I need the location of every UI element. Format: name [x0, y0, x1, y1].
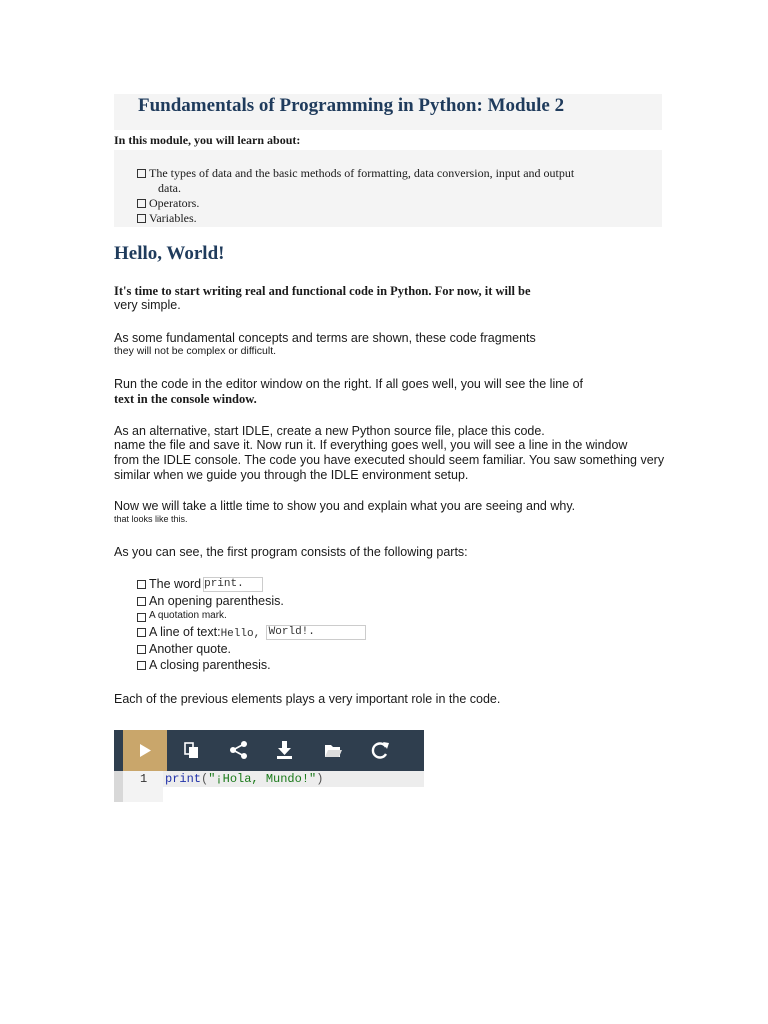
paragraph-2-line-1: As some fundamental concepts and terms are shown, these code fragments [114, 331, 536, 345]
list-item: The word print. [137, 577, 366, 594]
paragraph-4-line-1: As an alternative, start IDLE, create a new Python source file, place this code. [114, 424, 545, 438]
list-item-continuation: data. [158, 181, 181, 195]
paragraph-3-line-2: text in the console window. [114, 392, 257, 406]
paragraph-4-line-2: name the file and save it. Now run it. If everything goes well, you will see a line in the window [114, 438, 628, 452]
code-paren-open: ( [201, 772, 209, 786]
code-line[interactable] [165, 772, 323, 786]
list-item: Another quote. [137, 642, 366, 658]
checkbox-icon [137, 628, 146, 637]
checkbox-icon [137, 597, 146, 606]
section-heading: Hello, World! [114, 243, 225, 264]
copy-button[interactable] [171, 730, 211, 771]
paragraph-5-line-2: that looks like this. [114, 514, 188, 524]
list-item: The types of data and the basic methods of formatting, data conversion, input and output [137, 166, 657, 181]
download-button[interactable] [265, 730, 305, 771]
paragraph-3-line-1: Run the code in the editor window on the right. If all goes well, you will see the line of [114, 377, 584, 391]
paragraph-4-line-3: from the IDLE console. The code you have executed should seem familiar. You saw something very [114, 453, 665, 467]
folder-icon [313, 730, 353, 771]
inline-code: World!. [266, 625, 366, 640]
list-item: A closing parenthesis. [137, 658, 366, 674]
list-item: A line of text:Hello, World!. [137, 625, 366, 642]
play-icon [123, 730, 167, 771]
run-button[interactable] [123, 730, 167, 771]
open-file-button[interactable] [313, 730, 353, 771]
paragraph-2-line-2: they will not be complex or difficult. [114, 345, 277, 357]
inline-code: Hello, [220, 628, 261, 640]
code-string: "¡Hola, Mundo!" [208, 772, 317, 786]
reset-button[interactable] [360, 730, 400, 771]
paragraph-5-line-1: Now we will take a little time to show you and explain what you are seeing and why. [114, 499, 576, 513]
list-item: Operators. [137, 196, 657, 211]
checkbox-icon [137, 169, 146, 178]
copy-icon [171, 730, 211, 771]
paragraph-6: As you can see, the first program consists of the following parts: [114, 545, 468, 559]
checkbox-icon [137, 214, 146, 223]
checkbox-icon [137, 199, 146, 208]
objectives-list [137, 166, 657, 226]
code-keyword: print [165, 772, 202, 786]
list-item: An opening parenthesis. [137, 594, 366, 610]
paragraph-7: Each of the previous elements plays a very important role in the code. [114, 692, 501, 706]
checkbox-icon [137, 645, 146, 654]
checkbox-icon [137, 613, 146, 622]
share-icon [219, 730, 259, 771]
line-number: 1 [140, 772, 148, 786]
editor-scrollbar[interactable] [114, 771, 123, 802]
paragraph-1-line-2: very simple. [114, 298, 181, 312]
checkbox-icon [137, 661, 146, 670]
code-paren-close: ) [316, 772, 324, 786]
checkbox-icon [137, 580, 146, 589]
inline-code: print. [203, 577, 263, 592]
download-icon [265, 730, 305, 771]
program-parts-list [137, 577, 366, 674]
paragraph-4-line-4: similar when we guide you through the IDLE environment setup. [114, 468, 469, 482]
share-button[interactable] [219, 730, 259, 771]
paragraph-1-line-1: It's time to start writing real and functional code in Python. For now, it will be [114, 284, 531, 298]
module-intro: In this module, you will learn about: [114, 133, 301, 147]
code-editor [114, 730, 424, 802]
list-item: A quotation mark. [137, 610, 366, 625]
refresh-icon [360, 730, 400, 771]
list-item: Variables. [137, 211, 657, 226]
module-title: Fundamentals of Programming in Python: Module 2 [138, 95, 565, 116]
